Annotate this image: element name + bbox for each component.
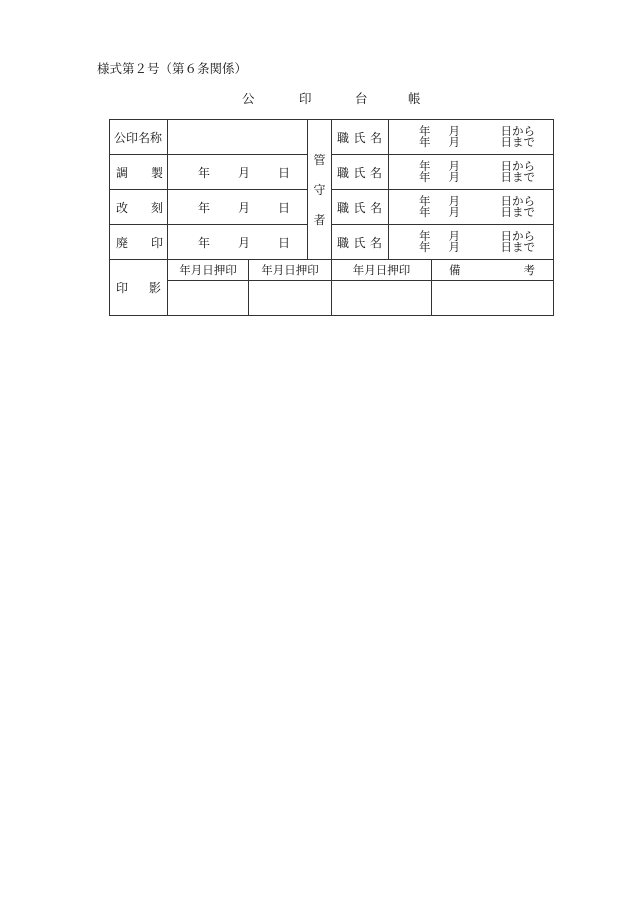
keeper-label-cell bbox=[308, 120, 332, 260]
recarve-date-cell[interactable]: 年 月 日 bbox=[168, 190, 308, 225]
form-number-label: 様式第２号（第６条関係） bbox=[97, 61, 248, 76]
title-char: 印 bbox=[299, 91, 312, 106]
name-label-cell: 職 氏 名 bbox=[332, 155, 389, 190]
seal-name-label: 公印名称 bbox=[114, 130, 163, 145]
period-cell[interactable]: 年 月 日から 年 月 日まで bbox=[389, 155, 554, 190]
name-label-cell bbox=[332, 120, 389, 155]
manufacture-label-cell: 調 製 bbox=[110, 155, 168, 190]
stamp-box[interactable] bbox=[332, 281, 432, 316]
stamp-date-header: 年月日押印 bbox=[249, 260, 332, 281]
name-label-char: 名 bbox=[369, 130, 382, 145]
stamp-box[interactable] bbox=[168, 281, 249, 316]
recarve-label-cell: 改 刻 bbox=[110, 190, 168, 225]
name-label-cell: 職 氏 名 bbox=[332, 190, 389, 225]
recarve-row bbox=[110, 190, 554, 225]
seal-name-value-cell[interactable] bbox=[168, 120, 308, 155]
name-label-cell: 職 氏 名 bbox=[332, 225, 389, 260]
stamp-impression-label-cell: 印 影 bbox=[110, 260, 168, 316]
period-cell[interactable]: 年 月 日から 年 月 日まで bbox=[389, 190, 554, 225]
abolish-date-cell[interactable]: 年 月 日 bbox=[168, 225, 308, 260]
stamp-date-header: 年月日押印 bbox=[332, 260, 432, 281]
name-label-char: 氏 bbox=[353, 130, 366, 145]
title-char: 公 bbox=[242, 91, 255, 106]
abolish-label-cell: 廃 印 bbox=[110, 225, 168, 260]
keeper-char: 者 bbox=[313, 212, 326, 227]
manufacture-row bbox=[110, 155, 554, 190]
remarks-box[interactable] bbox=[432, 281, 554, 316]
title-char: 帳 bbox=[408, 91, 421, 106]
seal-name-row bbox=[110, 120, 554, 155]
stamp-box-row bbox=[110, 281, 554, 316]
seal-ledger-table bbox=[109, 119, 554, 316]
period-cell[interactable]: 年 月 日から 年 月 日まで bbox=[389, 225, 554, 260]
abolish-row bbox=[110, 225, 554, 260]
name-label-char: 職 bbox=[337, 130, 350, 145]
manufacture-date-cell[interactable]: 年 月 日 bbox=[168, 155, 308, 190]
keeper-char: 守 bbox=[313, 182, 326, 197]
stamp-header-row bbox=[110, 260, 554, 281]
period-cell[interactable]: 年 月 日から 年 月 日まで bbox=[389, 120, 554, 155]
stamp-date-header: 年月日押印 bbox=[168, 260, 249, 281]
keeper-char: 管 bbox=[313, 152, 326, 167]
remarks-header: 備 考 bbox=[432, 260, 554, 281]
seal-name-label-cell bbox=[110, 120, 168, 155]
title-char: 台 bbox=[355, 91, 368, 106]
stamp-box[interactable] bbox=[249, 281, 332, 316]
